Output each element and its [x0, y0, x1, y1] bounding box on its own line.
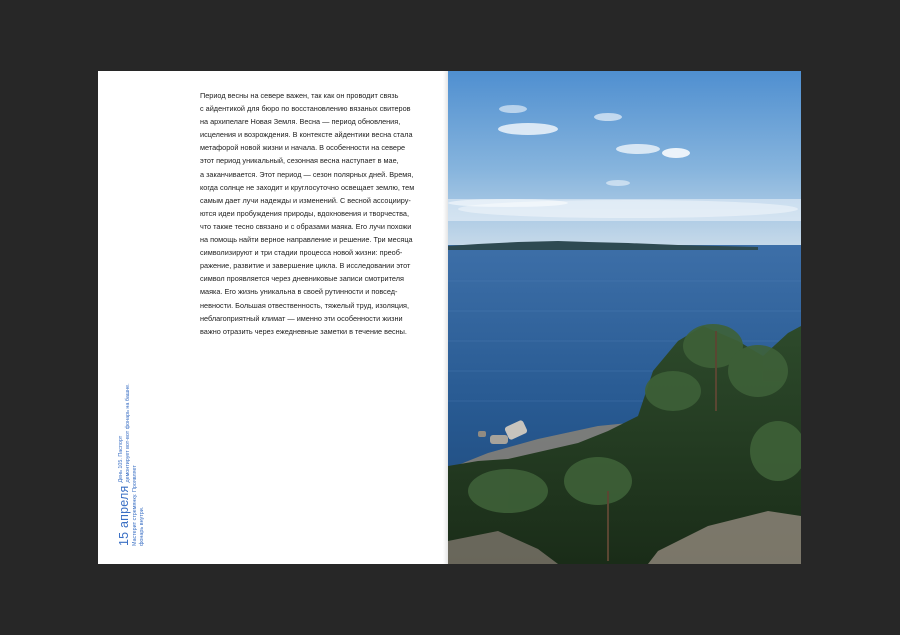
body-text-line: что также тесно связано и с образами маяка. Его лучи похожи — [200, 221, 412, 231]
right-page — [448, 71, 801, 564]
body-text-line: этот период уникальный, сезонная весна наступает в мае, — [200, 156, 399, 166]
sky — [448, 71, 801, 249]
note-line: Мастерит стремянку. Проявляет — [131, 465, 138, 546]
body-text-line: исцеления и возрождения. В контексте айдентики весна стала — [200, 130, 413, 140]
body-text-line: когда солнце не заходит и круглосуточно освещает землю, тем — [200, 182, 415, 192]
landscape-photo — [448, 71, 801, 564]
body-text-line: символизируют и три стадии процесса новой жизни: преоб- — [200, 248, 403, 258]
body-text — [200, 89, 436, 338]
body-text-line: ются идеи пробуждения природы, вдохновения и творчества, — [200, 208, 410, 218]
left-page — [98, 71, 448, 564]
body-text-line: самым дает лучи надежды и изменений. С весной ассоцииру- — [200, 195, 411, 205]
note-line: фонарь внутри. — [138, 506, 145, 546]
body-text-line: на помощь найти верное направление и решение. Три месяца — [200, 235, 413, 245]
body-text-line: невности. Большая отвественность, тяжелый труд, изоляция, — [200, 300, 410, 310]
note-date: 15 апреля — [117, 485, 131, 546]
body-text-line: символ проявляется через дневниковые записи смотрителя — [200, 274, 404, 284]
body-text-line: важно отразить через ежедневные заметки в течение весны. — [200, 326, 407, 336]
body-text-line: маяка. Его жизнь уникальна в своей рутинности и повсед- — [200, 287, 398, 297]
note-line: демонтирует вот-вот фонарь на башне. — [124, 383, 131, 483]
note-line: День 105. Паспорт — [118, 435, 124, 483]
book-spread — [98, 71, 801, 564]
body-text-line: с айдентикой для бюро по восстановлению вязаных свитеров — [200, 104, 411, 114]
body-text-line: метафорой новой жизни и начала. В особенности на севере — [200, 143, 406, 153]
body-text-line: ражение, развитие и завершение цикла. В исследовании этот — [200, 261, 411, 271]
body-text-line: на архипелаге Новая Земля. Весна — период обновления, — [200, 117, 401, 127]
diary-side-note — [117, 383, 146, 546]
body-text-line: Период весны на севере важен, так как он проводит связь — [200, 91, 399, 100]
body-text-line: а заканчивается. Этот период — сезон полярных дней. Время, — [200, 169, 414, 179]
body-text-line: неблагоприятный климат — именно эти особенности жизни — [200, 313, 403, 323]
